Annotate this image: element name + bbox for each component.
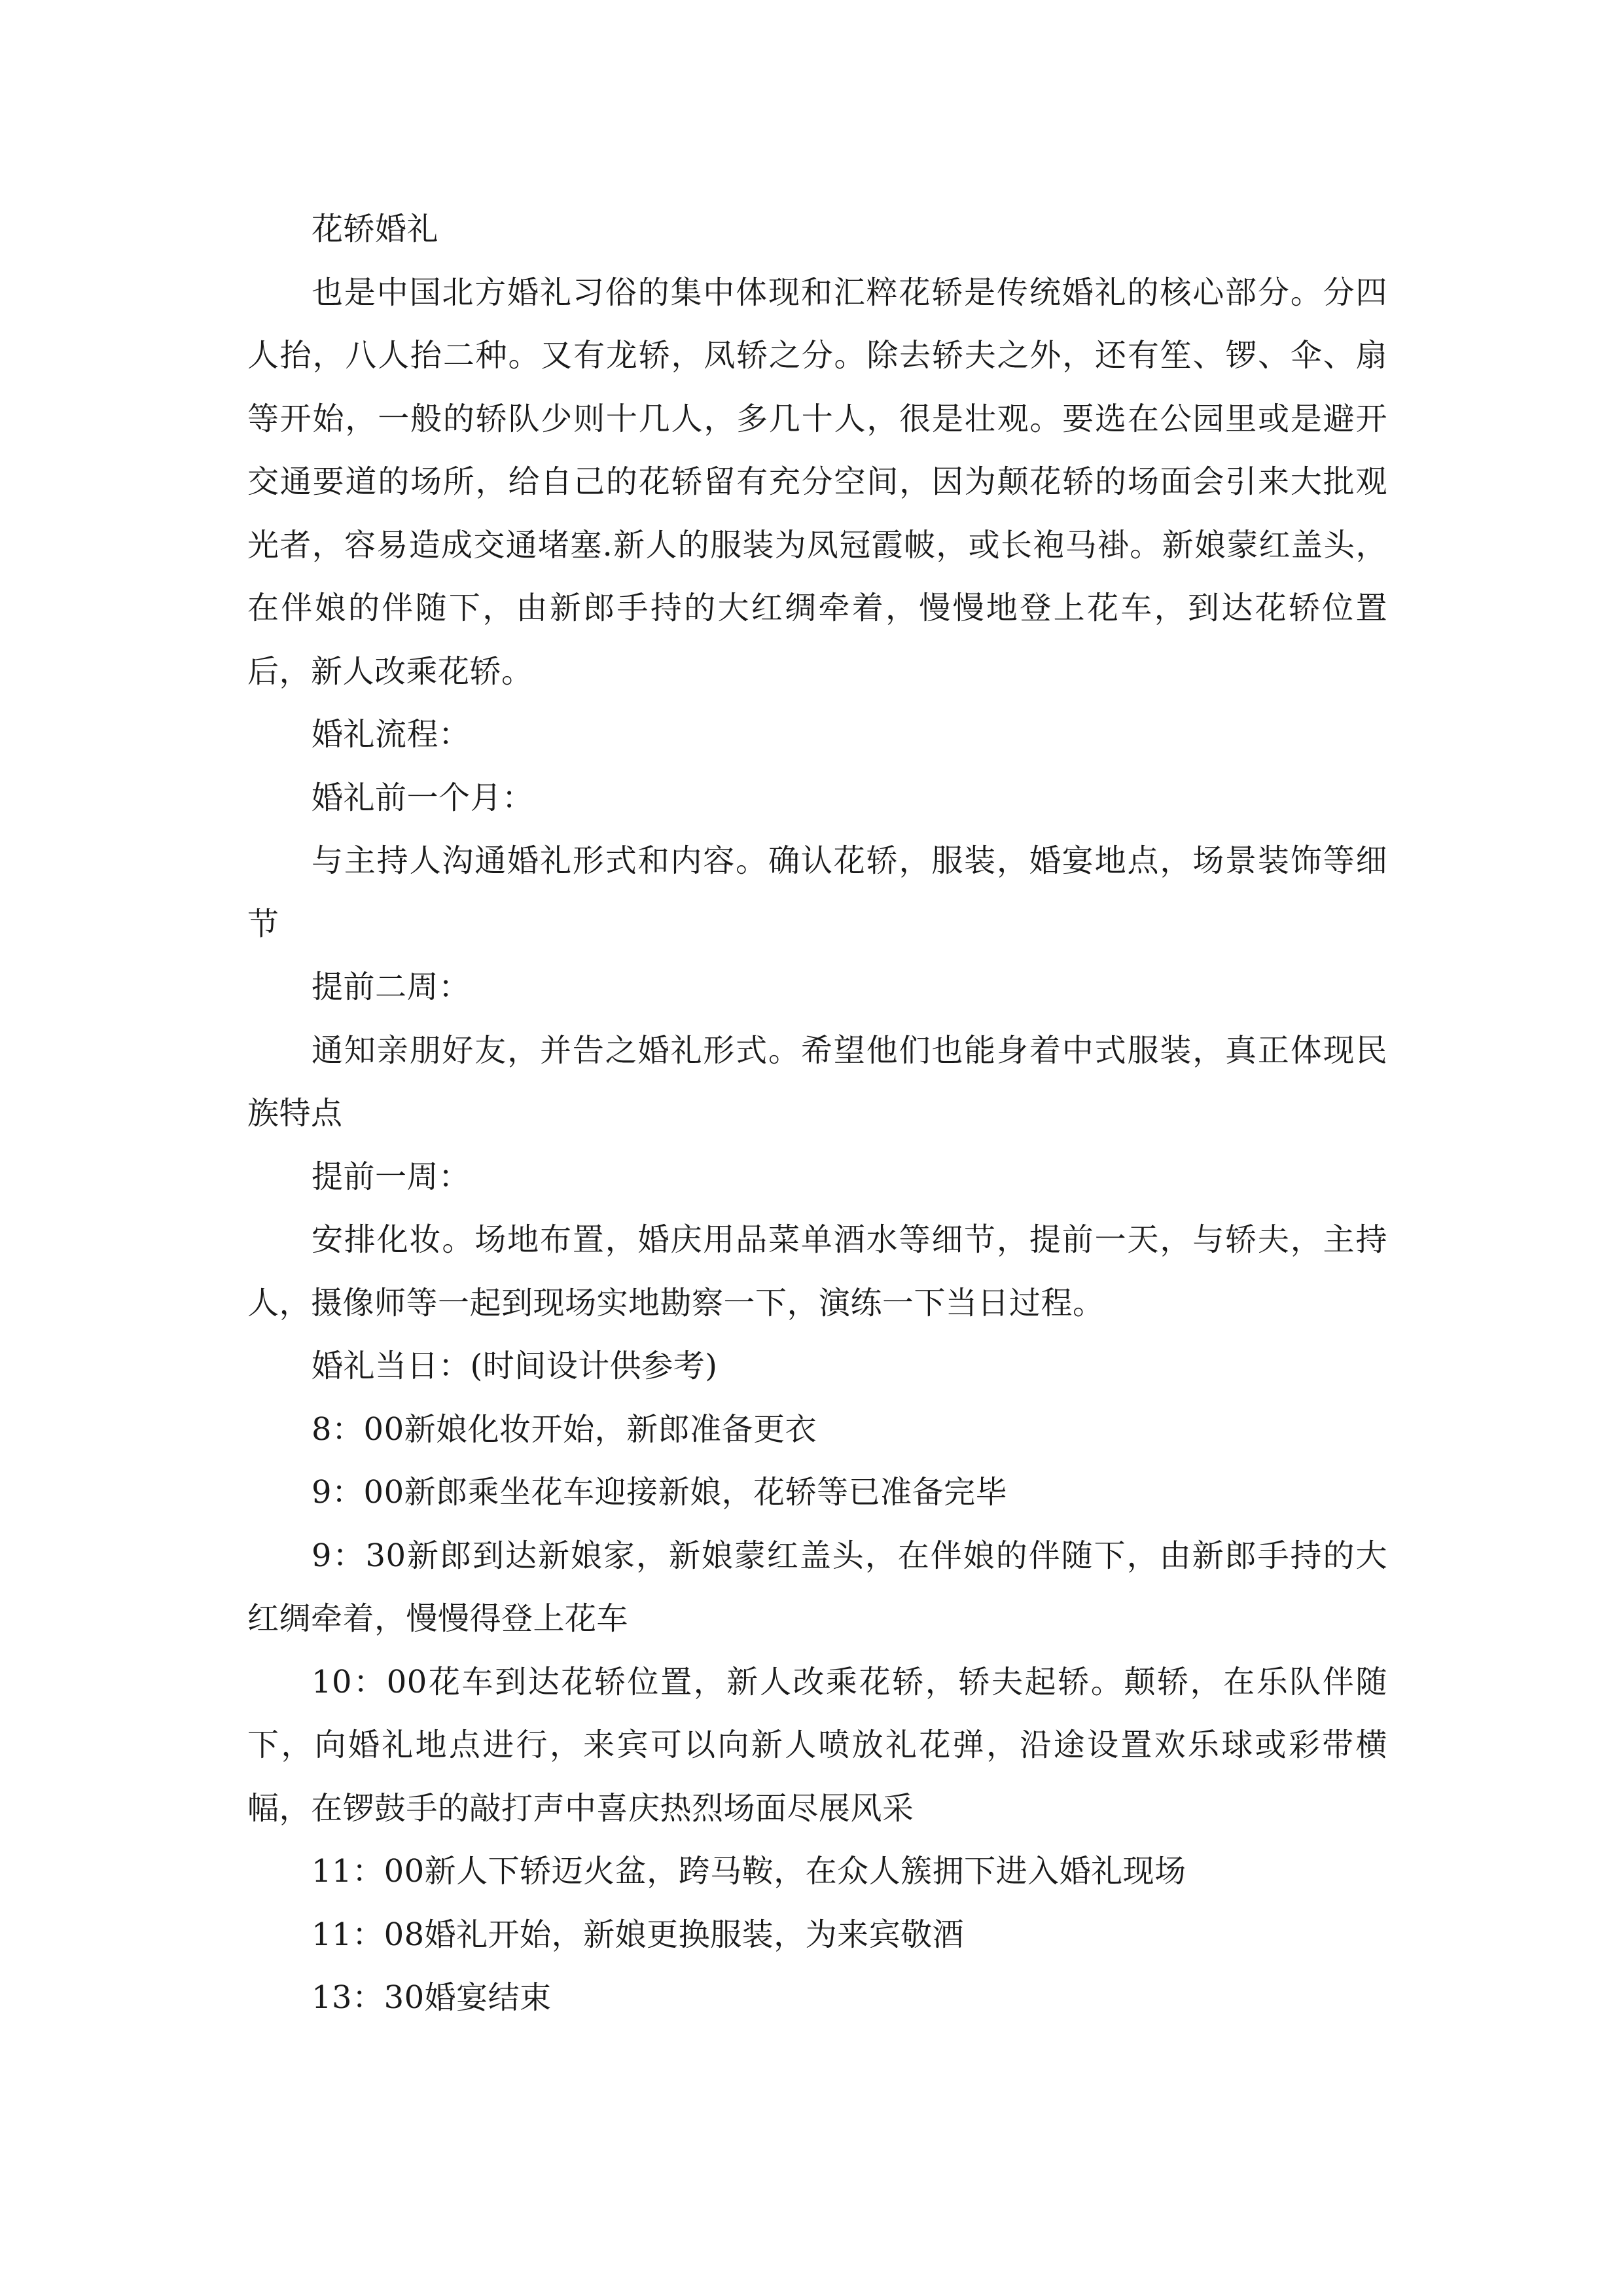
schedule-item: 10：00花车到达花轿位置，新人改乘花轿，轿夫起轿。颠轿，在乐队伴随下，向婚礼地点进行，来宾可以向新人喷放礼花弹，沿途设置欢乐球或彩带横幅，在锣鼓手的敲打声中喜庆热烈场面尽展风采: [247, 1663, 1387, 1827]
intro-paragraph: 也是中国北方婚礼习俗的集中体现和汇粹花轿是传统婚礼的核心部分。分四人抬，八人抬二种。又有龙轿，凤轿之分。除去轿夫之外，还有笙、锣、伞、扇等开始，一般的轿队少则十几人，多几十人，很是壮观。要选在公园里或是避开交通要道的场所，给自己的花轿留有充分空间，因为颠花轿的场面会引来大批观光者，容易造成交通堵塞.新人的服装为凤冠霞帔，或长袍马褂。新娘蒙红盖头，在伴娘的伴随下，由新郎手持的大红绸牵着，慢慢地登上花车，到达花轿位置后，新人改乘花轿。: [247, 274, 1387, 690]
process-heading: 婚礼流程：: [312, 716, 471, 753]
schedule-item: 9：00新郎乘坐花车迎接新娘，花轿等已准备完毕: [312, 1474, 1008, 1511]
section-title: 花轿婚礼: [312, 211, 439, 247]
schedule-item: 8：00新娘化妆开始，新郎准备更衣: [312, 1410, 817, 1448]
two-weeks-text: 通知亲朋好友，并告之婚礼形式。希望他们也能身着中式服装，真正体现民族特点: [247, 1031, 1387, 1132]
schedule-item: 11：08婚礼开始，新娘更换服装，为来宾敬酒: [312, 1916, 965, 1953]
month-before-text: 与主持人沟通婚礼形式和内容。确认花轿，服装，婚宴地点，场景装饰等细节: [247, 842, 1387, 942]
document-body: [247, 198, 1387, 2030]
schedule-item: 13：30婚宴结束: [312, 1979, 552, 2016]
one-week-text: 安排化妆。场地布置，婚庆用品菜单酒水等细节，提前一天，与轿夫，主持人，摄像师等一起到现场实地勘察一下，演练一下当日过程。: [247, 1221, 1387, 1321]
one-week-heading: 提前一周：: [312, 1158, 471, 1195]
wedding-day-heading: 婚礼当日：(时间设计供参考): [312, 1348, 718, 1384]
schedule-item: 9：30新郎到达新娘家，新娘蒙红盖头，在伴娘的伴随下，由新郎手持的大红绸牵着，慢慢得登上花车: [247, 1537, 1387, 1637]
month-before-heading: 婚礼前一个月：: [312, 779, 534, 816]
schedule-item: 11：00新人下轿迈火盆，跨马鞍，在众人簇拥下进入婚礼现场: [312, 1853, 1186, 1890]
two-weeks-heading: 提前二周：: [312, 969, 471, 1005]
